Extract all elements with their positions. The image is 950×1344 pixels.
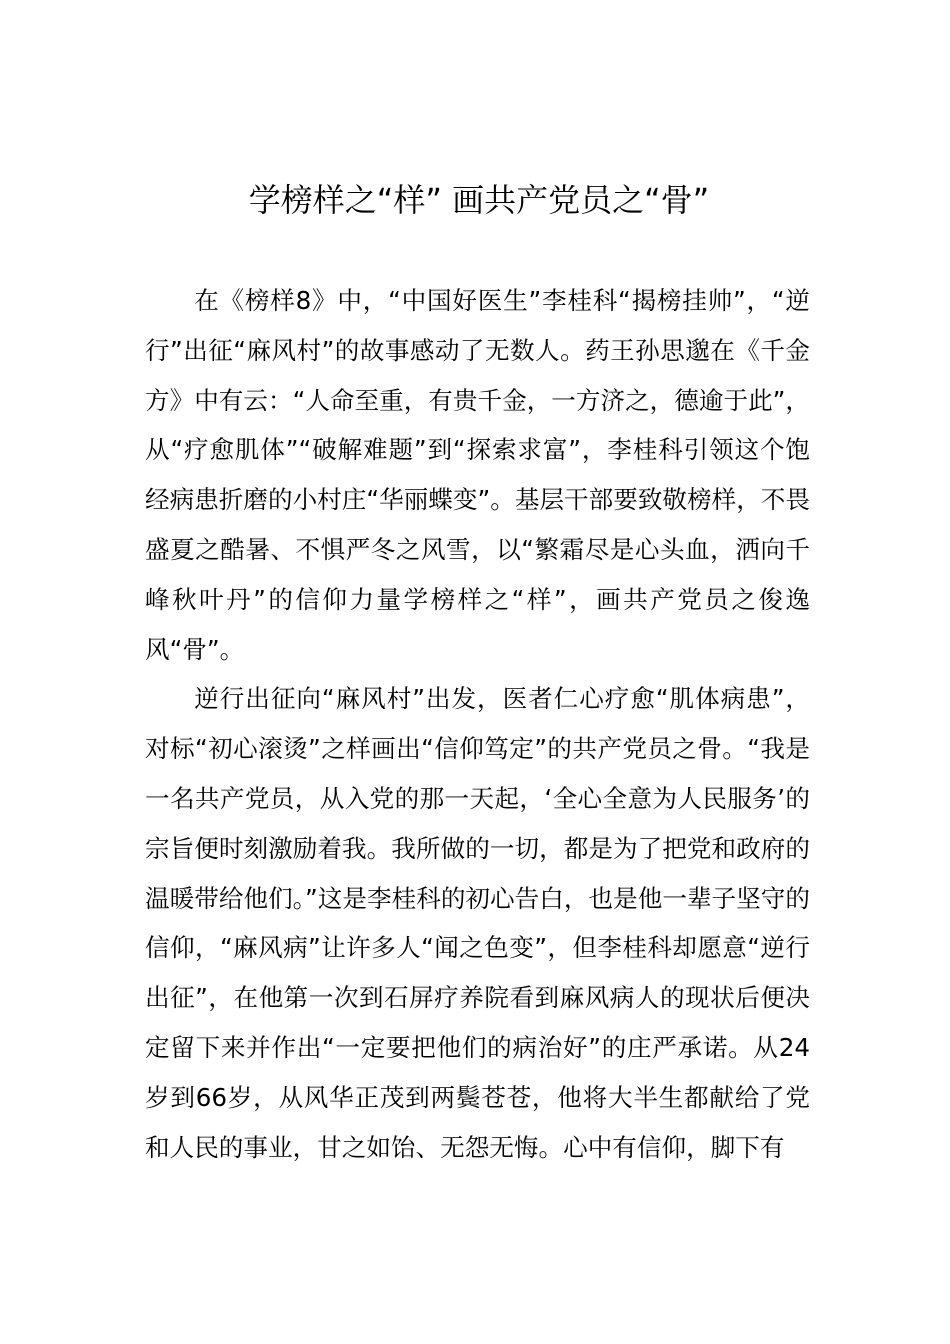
page-title: 学榜样之“样” 画共产党员之“骨” (248, 181, 710, 219)
paragraph-1: 在《榜样8》中，“中国好医生”李桂科“揭榜挂帅”，“逆行”出征“麻风村”的故事感动了无数人。药王孙思邈在《千金方》中有云：“人命至重，有贵千金，一方济之，德逾于此”，从“疗愈肌体”“破解难题”到“探索求富”，李桂科引领这个饱经病患折磨的小村庄“华丽蝶变”。基层干部要致敬榜样，不畏盛夏之酷暑、不惧严冬之风雪，以“繁霜尽是心头血，洒向千峰秋叶丹”的信仰力量学榜样之“样”，画共产党员之俊逸风“骨”。 (145, 286, 811, 664)
document-body (145, 276, 810, 1172)
paragraph-2: 逆行出征向“麻风村”出发，医者仁心疗愈“肌体病患”，对标“初心滚烫”之样画出“信仰笃定”的共产党员之骨。“我是一名共产党员，从入党的那一天起，‘全心全意为人民服务’的宗旨便时刻激励着我。我所做的一切，都是为了把党和政府的温暖带给他们。”这是李桂科的初心告白，也是他一辈子坚守的信仰，“麻风病”让许多人“闻之色变”，但李桂科却愿意“逆行出征”，在他第一次到石屏疗养院看到麻风病人的现状后便决定留下来并作出“一定要把他们的病治好”的庄严承诺。从24岁到66岁，从风华正茂到两鬓苍苍，他将大半生都献给了党和人民的事业，甘之如饴、无怨无悔。心中有信仰，脚下有 (145, 684, 810, 1162)
